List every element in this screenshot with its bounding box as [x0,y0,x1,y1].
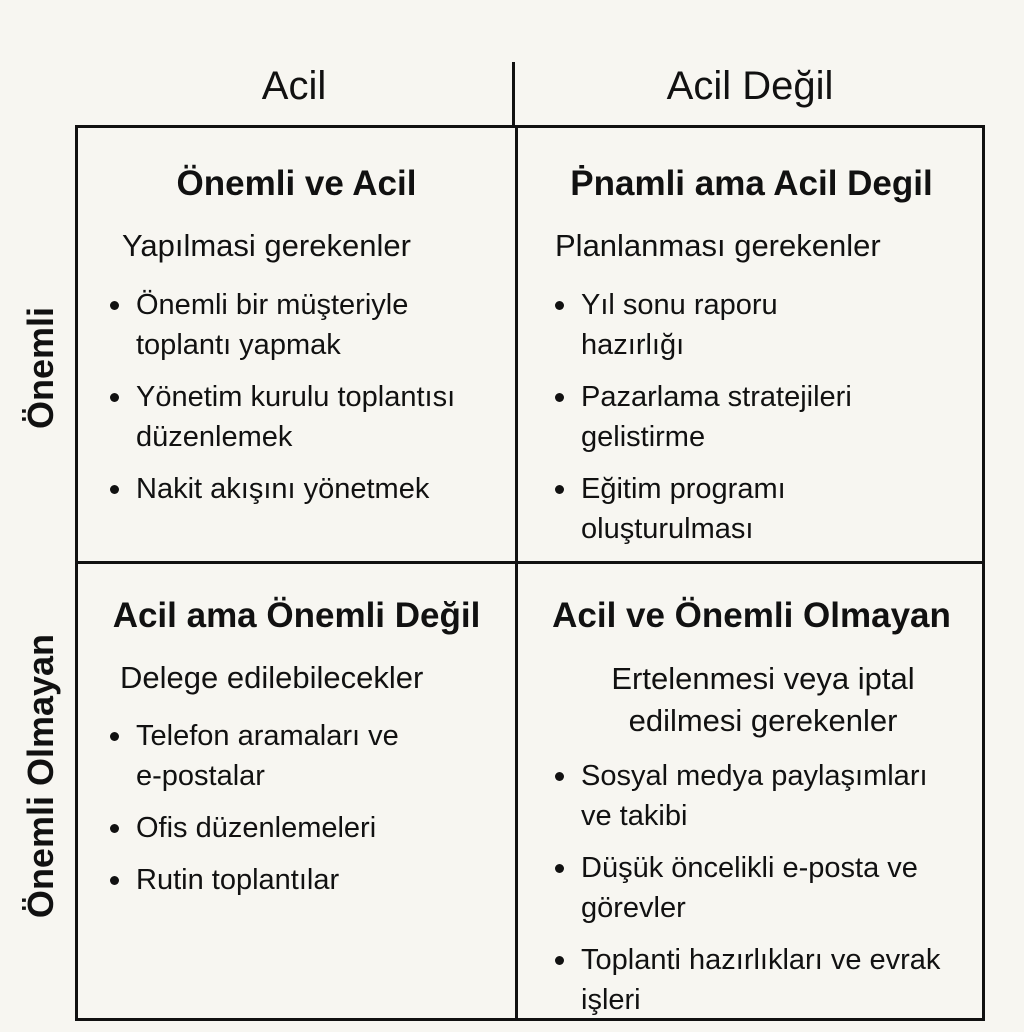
quadrant-title: Acil ama Önemli Değil [112,596,481,635]
eisenhower-matrix [75,125,985,1021]
quadrant-title: Acil ve Önemli Olmayan [552,596,951,635]
list-item: Düşük öncelikli e-posta ve görevler [553,848,963,928]
quadrant-important-urgent [78,128,515,561]
quadrant-title: Ṗnamli ama Acil Degil [570,164,933,203]
column-header-not-urgent: Acil Değil [666,64,834,108]
column-header-urgent: Acil [261,64,327,108]
quadrant-subtitle: Delege edilebilecekler [120,660,424,695]
quadrant-not-urgent-not-important [518,564,985,1021]
list-item: Pazarlama stratejileri gelistirme [553,377,883,457]
list-item: Telefon aramaları ve e-postalar [108,716,408,796]
quadrant-subtitle: Ertelenmesi veya iptal edilmesi gerekenler [611,661,915,738]
quadrant-item-list [553,285,883,561]
quadrant-item-list [108,285,508,521]
row-label-not-important: Önemli Olmayan [20,633,61,919]
list-item: Toplanti hazırlıkları ve evrak işleri [553,940,963,1020]
quadrant-title: Önemli ve Acil [176,164,417,203]
quadrant-important-not-urgent [518,128,985,561]
quadrant-item-list [553,756,963,1032]
quadrant-subtitle: Yapılmasi gerekenler [122,228,411,263]
quadrant-item-list [108,716,408,912]
list-item: Eğitim programı oluşturulması [553,469,883,549]
list-item: Ofis düzenlemeleri [108,808,408,848]
quadrant-subtitle: Planlanması gerekenler [555,228,881,263]
list-item: Önemli bir müşteriyle toplantı yapmak [108,285,508,365]
list-item: Yıl sonu raporu hazırlığı [553,285,883,365]
list-item: Sosyal medya paylaşımları ve takibi [553,756,963,836]
list-item: Yönetim kurulu toplantısı düzenlemek [108,377,508,457]
quadrant-urgent-not-important [78,564,515,1021]
row-label-important: Önemli [20,306,61,430]
list-item: Rutin toplantılar [108,860,408,900]
list-item: Nakit akışını yönetmek [108,469,508,509]
